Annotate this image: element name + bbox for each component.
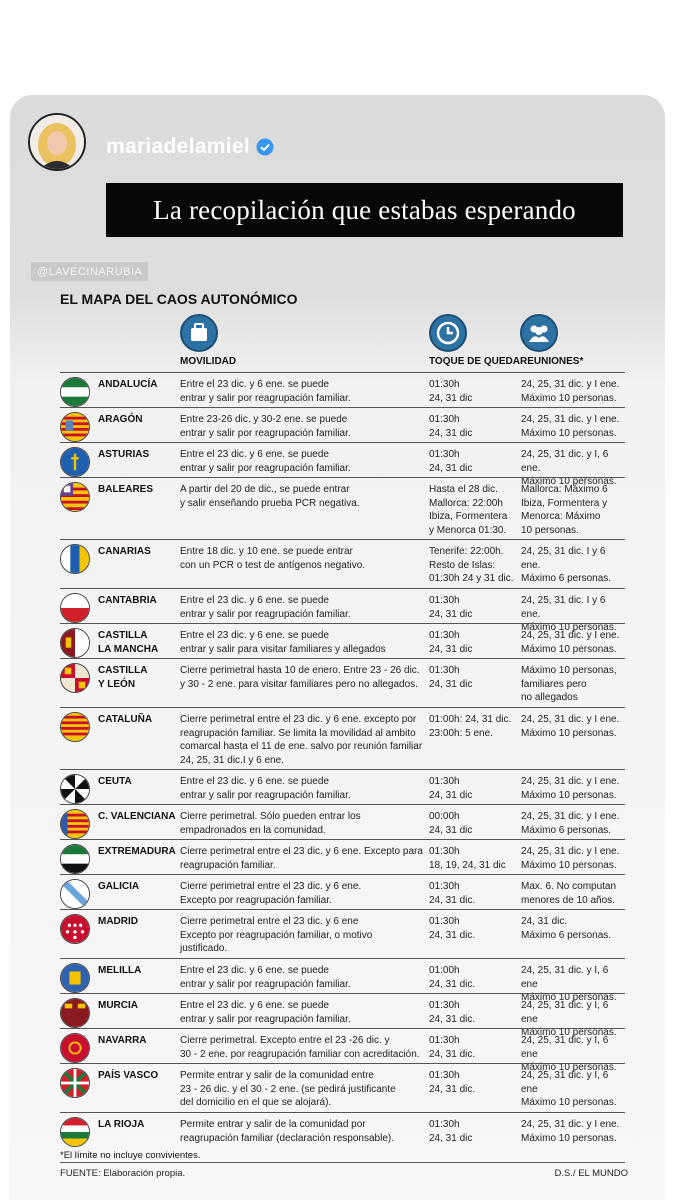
- table-row: [60, 623, 625, 658]
- reuniones-cell: 24, 25, 31 dic. y I ene. Máximo 6 personas.: [521, 811, 620, 836]
- table-row: [60, 1063, 625, 1112]
- table-row: [60, 769, 625, 804]
- reuniones-cell: 24, 25, 31 dic. y I ene. Máximo 10 personas.: [521, 379, 620, 404]
- movilidad-cell: A partir del 20 de dic., se puede entrar y salir enseñando prueba PCR negativa.: [180, 484, 360, 509]
- footnote: *El límite no incluye convivientes.: [60, 1150, 201, 1161]
- region-name: ANDALUCÍA: [98, 379, 158, 390]
- credit-note: D.S./ EL MUNDO: [554, 1168, 628, 1179]
- movilidad-cell: Entre el 23 dic. y 6 ene. se puede entrar y salir por reagrupación familiar.: [180, 595, 351, 620]
- reuniones-cell: 24, 25, 31 dic. y I, 6 ene Máximo 10 personas.: [521, 965, 617, 1003]
- region-name: BALEARES: [98, 484, 154, 495]
- reuniones-cell: 24, 25, 31 dic. y I ene. Máximo 10 personas.: [521, 1119, 620, 1144]
- movilidad-cell: Cierre perimetral. Excepto entre el 23 -26 dic. y 30 - 2 ene. por reagrupación familiar con acreditación.: [180, 1035, 420, 1060]
- movilidad-cell: Entre el 23 dic. y 6 ene. se puede entrar y salir para visitar familiares y allegados: [180, 630, 386, 655]
- toque-cell: 01:30h 24, 31 dic.: [429, 1070, 476, 1095]
- reuniones-cell: Max. 6. No computan menores de 10 años.: [521, 881, 617, 906]
- reuniones-cell: 24, 31 dic. Máximo 6 personas.: [521, 916, 612, 941]
- toque-cell: Tenerife: 22:00h. Resto de Islas: 01:30h 24 y 31 dic.: [429, 546, 514, 584]
- region-name: CASTILLA LA MANCHA: [98, 630, 159, 655]
- toque-cell: 01:30h 24, 31 dic: [429, 449, 473, 474]
- reuniones-cell: 24, 25, 31 dic. y I ene. Máximo 10 personas.: [521, 630, 620, 655]
- col-header-reuniones: REUNIONES*: [520, 356, 584, 367]
- toque-cell: 01:30h 24, 31 dic: [429, 630, 473, 655]
- reuniones-cell: Máximo 10 personas, familiares pero no allegados: [521, 665, 617, 703]
- reuniones-cell: 24, 25, 31 dic. y I ene. Máximo 10 personas.: [521, 414, 620, 439]
- movilidad-cell: Cierre perimetral entre el 23 dic. y 6 ene Excepto por reagrupación familiar, o motivo justificado.: [180, 916, 373, 954]
- toque-cell: 01:30h 24, 31 dic: [429, 379, 473, 404]
- col-header-movilidad: MOVILIDAD: [180, 356, 237, 367]
- movilidad-cell: Permite entrar y salir de la comunidad por reagrupación familiar (declaración responsable).: [180, 1119, 394, 1144]
- reuniones-cell: Mallorca: Máximo 6 Ibiza, Formentera y Menorca: Máximo 10 personas.: [521, 484, 608, 536]
- table-row: [60, 909, 625, 958]
- table-row: [60, 839, 625, 874]
- toque-cell: 01:30h 24, 31 dic: [429, 665, 473, 690]
- table-row: [60, 958, 625, 1003]
- infographic-title: EL MAPA DEL CAOS AUTONÓMICO: [60, 291, 298, 307]
- region-flag-icon: [60, 844, 90, 874]
- table-row: [60, 539, 625, 588]
- movilidad-cell: Entre el 23 dic. y 6 ene. se puede entrar y salir por reagrupación familiar.: [180, 449, 351, 474]
- movilidad-cell: Entre el 23 dic. y 6 ene. se puede entrar y salir por reagrupación familiar.: [180, 776, 351, 801]
- movilidad-cell: Cierre perimetral. Sólo pueden entrar los empadronados en la comunidad.: [180, 811, 361, 836]
- people-icon: [520, 314, 558, 352]
- region-name: MURCIA: [98, 1000, 138, 1011]
- movilidad-cell: Entre el 23 dic. y 6 ene. se puede entrar y salir por reagrupación familiar.: [180, 379, 351, 404]
- table-row: [60, 993, 625, 1038]
- table-row: [60, 372, 625, 407]
- movilidad-cell: Entre 23-26 dic. y 30-2 ene. se puede entrar y salir por reagrupación familiar.: [180, 414, 351, 439]
- toque-cell: 01:30h 24, 31 dic: [429, 595, 473, 620]
- toque-cell: 01:30h 24, 31 dic.: [429, 916, 476, 941]
- toque-cell: 01:30h 18, 19, 24, 31 dic: [429, 846, 506, 871]
- region-flag-icon: [60, 712, 90, 742]
- region-name: ASTURIAS: [98, 449, 150, 460]
- suitcase-icon: [180, 314, 218, 352]
- movilidad-cell: Entre el 23 dic. y 6 ene. se puede entrar y salir por reagrupación familiar.: [180, 965, 351, 990]
- region-flag-icon: [60, 447, 90, 477]
- movilidad-cell: Entre el 23 dic. y 6 ene. se puede entrar y salir por reagrupación familiar.: [180, 1000, 351, 1025]
- movilidad-cell: Entre 18 dic. y 10 ene. se puede entrar con un PCR o test de antígenos negativo.: [180, 546, 366, 571]
- toque-cell: 01:30h 24, 31 dic: [429, 414, 473, 439]
- region-flag-icon: [60, 1033, 90, 1063]
- reuniones-cell: 24, 25, 31 dic. I y 6 ene. Máximo 10 personas.: [521, 595, 617, 633]
- watermark: @LAVECINARUBIA: [31, 262, 148, 281]
- clock-icon: [429, 314, 467, 352]
- region-flag-icon: [60, 628, 90, 658]
- username-text[interactable]: mariadelamiel: [106, 135, 250, 158]
- region-flag-icon: [60, 1117, 90, 1147]
- table-row: [60, 588, 625, 633]
- region-name: CEUTA: [98, 776, 132, 787]
- toque-cell: 01:00h: 24, 31 dic. 23:00h: 5 ene.: [429, 714, 512, 739]
- region-name: EXTREMADURA: [98, 846, 176, 857]
- verified-badge-icon: [256, 138, 274, 156]
- region-name: CANTABRIA: [98, 595, 157, 606]
- region-name: LA RIOJA: [98, 1119, 145, 1130]
- table-row: [60, 804, 625, 839]
- story-card: [10, 95, 665, 1200]
- profile-avatar[interactable]: [28, 113, 86, 171]
- movilidad-cell: Cierre perimetral entre el 23 dic. y 6 ene. excepto por reagrupación familiar. Se limita la movilidad al ambito comarcal hasta el 11 de ene. salvo por reunión familiar 24, 25, 31 dic.I y 6 ene.: [180, 714, 423, 766]
- toque-cell: 01:30h 24, 31 dic.: [429, 881, 476, 906]
- table-row: [60, 1028, 625, 1073]
- movilidad-cell: Cierre perimetral entre el 23 dic. y 6 ene. Excepto para reagrupación familiar.: [180, 846, 423, 871]
- username[interactable]: [106, 135, 274, 159]
- region-name: CATALUÑA: [98, 714, 153, 725]
- region-name: CASTILLA Y LEÓN: [98, 665, 148, 690]
- reuniones-cell: 24, 25, 31 dic. I y 6 ene. Máximo 6 personas.: [521, 546, 612, 584]
- regions-table: [60, 372, 625, 1156]
- story-headline: La recopilación que estabas esperando: [106, 183, 623, 237]
- toque-cell: 00:00h 24, 31 dic: [429, 811, 473, 836]
- movilidad-cell: Cierre perimetral hasta 10 de enero. Entre 23 - 26 dic. y 30 - 2 ene. para visitar familiares pero no allegados.: [180, 665, 420, 690]
- region-name: NAVARRA: [98, 1035, 147, 1046]
- source-note: FUENTE: Elaboración propia.: [60, 1168, 186, 1179]
- reuniones-cell: 24, 25, 31 dic. y I ene. Máximo 10 personas.: [521, 714, 620, 739]
- footer-divider: [60, 1162, 625, 1163]
- col-header-toque: TOQUE DE QUEDA: [429, 356, 520, 367]
- region-flag-icon: [60, 412, 90, 442]
- toque-cell: 01:30h 24, 31 dic: [429, 776, 473, 801]
- movilidad-cell: Cierre perimetral entre el 23 dic. y 6 ene. Excepto por reagrupación familiar.: [180, 881, 362, 906]
- region-name: PAÍS VASCO: [98, 1070, 159, 1081]
- reuniones-cell: 24, 25, 31 dic. y I, 6 ene. Máximo 10 personas.: [521, 449, 617, 487]
- region-flag-icon: [60, 914, 90, 944]
- table-row: [60, 707, 625, 769]
- region-name: C. VALENCIANA: [98, 811, 176, 822]
- table-row: [60, 658, 625, 707]
- toque-cell: 01:30h 24, 31 dic: [429, 1119, 473, 1144]
- region-name: MELILLA: [98, 965, 142, 976]
- region-flag-icon: [60, 593, 90, 623]
- region-flag-icon: [60, 377, 90, 407]
- region-flag-icon: [60, 482, 90, 512]
- region-name: MADRID: [98, 916, 138, 927]
- region-flag-icon: [60, 809, 90, 839]
- table-row: [60, 477, 625, 539]
- toque-cell: 01:30h 24, 31 dic.: [429, 1035, 476, 1060]
- movilidad-cell: Permite entrar y salir de la comunidad entre 23 - 26 dic. y el 30 - 2 ene. (se pedirá justificante del domicilio en el que se alojará).: [180, 1070, 396, 1108]
- reuniones-cell: 24, 25, 31 dic. y I, 6 ene Máximo 10 personas.: [521, 1000, 617, 1038]
- region-name: GALICIA: [98, 881, 140, 892]
- reuniones-cell: 24, 25, 31 dic. y I, 6 ene Máximo 10 personas.: [521, 1070, 617, 1108]
- toque-cell: 01:30h 24, 31 dic.: [429, 1000, 476, 1025]
- toque-cell: 01:00h 24, 31 dic.: [429, 965, 476, 990]
- reuniones-cell: 24, 25, 31 dic. y I, 6 ene Máximo 10 personas.: [521, 1035, 617, 1073]
- reuniones-cell: 24, 25, 31 dic. y I ene. Máximo 10 personas.: [521, 846, 620, 871]
- region-name: CANARIAS: [98, 546, 151, 557]
- region-flag-icon: [60, 879, 90, 909]
- region-flag-icon: [60, 963, 90, 993]
- region-flag-icon: [60, 544, 90, 574]
- table-row: [60, 407, 625, 442]
- region-flag-icon: [60, 663, 90, 693]
- region-flag-icon: [60, 998, 90, 1028]
- toque-cell: Hasta el 28 dic. Mallorca: 22:00h Ibiza, Formentera y Menorca 01:30.: [429, 484, 508, 536]
- table-row: [60, 442, 625, 487]
- region-name: ARAGÓN: [98, 414, 143, 425]
- table-row: [60, 874, 625, 909]
- region-flag-icon: [60, 1068, 90, 1098]
- region-flag-icon: [60, 774, 90, 804]
- reuniones-cell: 24, 25, 31 dic. y I ene. Máximo 10 personas.: [521, 776, 620, 801]
